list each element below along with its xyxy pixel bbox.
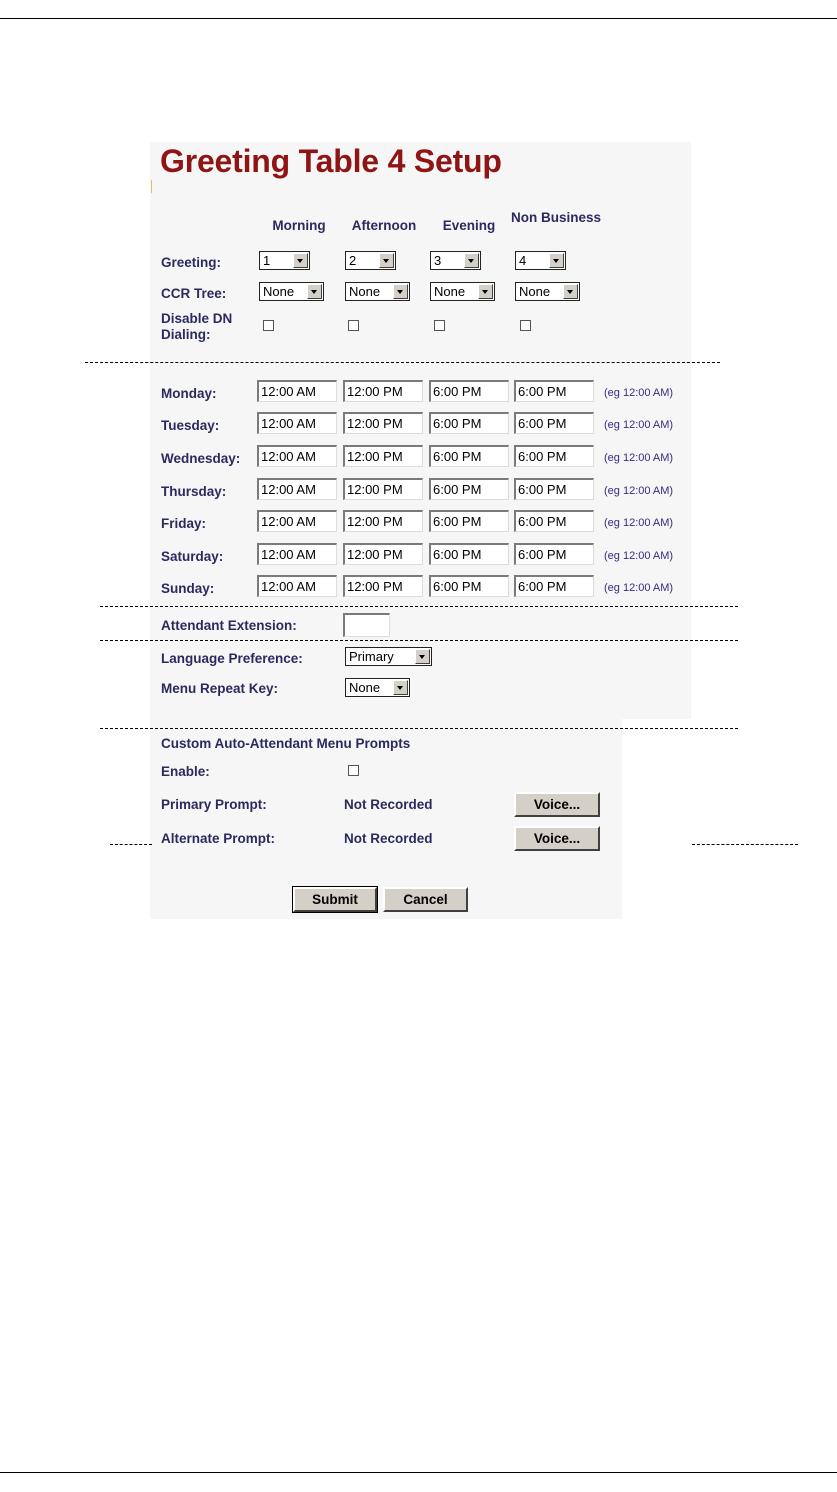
time-format-hint: (eg 12:00 AM) xyxy=(604,550,674,562)
divider-fragment-right xyxy=(692,844,798,845)
language-preference-label: Language Preference: xyxy=(161,651,303,666)
time-input-non-business[interactable]: 6:00 PM xyxy=(514,445,594,467)
alternate-prompt-label: Alternate Prompt: xyxy=(161,831,276,846)
time-input-non-business[interactable]: 6:00 PM xyxy=(514,510,594,532)
time-input-non-business[interactable]: 6:00 PM xyxy=(514,412,594,434)
greeting-label: Greeting: xyxy=(161,255,222,270)
day-label: Friday: xyxy=(161,516,207,531)
day-label: Monday: xyxy=(161,386,217,401)
divider-fragment-left xyxy=(110,844,152,845)
time-input-evening[interactable]: 6:00 PM xyxy=(429,543,509,565)
disable-dn-checkbox-evening[interactable] xyxy=(434,320,445,331)
day-label: Wednesday: xyxy=(161,451,241,466)
alternate-prompt-status: Not Recorded xyxy=(344,831,433,846)
ccr-tree-select-non-business[interactable] xyxy=(515,282,580,301)
time-input-morning[interactable]: 12:00 AM xyxy=(257,543,337,565)
page-bottom-rule xyxy=(0,1472,837,1473)
time-format-hint: (eg 12:00 AM) xyxy=(604,517,674,529)
attendant-extension-input[interactable] xyxy=(343,613,390,637)
greeting-select-value: 2 xyxy=(349,253,357,268)
column-header-evening: Evening xyxy=(442,218,496,233)
greeting-select-afternoon[interactable] xyxy=(345,251,396,270)
time-input-non-business[interactable]: 6:00 PM xyxy=(514,543,594,565)
attendant-extension-label: Attendant Extension: xyxy=(161,618,297,633)
time-input-evening[interactable]: 6:00 PM xyxy=(429,412,509,434)
time-input-morning[interactable]: 12:00 AM xyxy=(257,445,337,467)
language-preference-select[interactable] xyxy=(345,647,432,666)
primary-voice-button[interactable]: Voice... xyxy=(514,792,600,817)
chevron-down-icon xyxy=(563,284,578,299)
ccr-tree-label: CCR Tree: xyxy=(161,286,227,301)
time-format-hint: (eg 12:00 AM) xyxy=(604,452,674,464)
page-top-rule xyxy=(0,18,837,19)
time-format-hint: (eg 12:00 AM) xyxy=(604,387,674,399)
time-format-hint: (eg 12:00 AM) xyxy=(604,419,674,431)
time-input-non-business[interactable]: 6:00 PM xyxy=(514,575,594,597)
time-input-afternoon[interactable]: 12:00 PM xyxy=(343,575,423,597)
column-header-morning: Morning xyxy=(272,218,326,233)
time-format-hint: (eg 12:00 AM) xyxy=(604,485,674,497)
time-input-morning[interactable]: 12:00 AM xyxy=(257,478,337,500)
disable-dn-dialing-label: Disable DN Dialing: xyxy=(161,311,233,342)
chevron-down-icon xyxy=(307,284,322,299)
custom-prompts-heading: Custom Auto-Attendant Menu Prompts xyxy=(161,736,411,751)
section-divider xyxy=(100,606,738,607)
disable-dn-checkbox-afternoon[interactable] xyxy=(348,320,359,331)
primary-prompt-status: Not Recorded xyxy=(344,797,433,812)
enable-label: Enable: xyxy=(161,764,210,779)
greeting-select-morning[interactable] xyxy=(259,251,310,270)
chevron-down-icon xyxy=(393,680,408,695)
ccr-tree-select-value: None xyxy=(434,284,466,299)
time-input-afternoon[interactable]: 12:00 PM xyxy=(343,543,423,565)
ccr-tree-select-evening[interactable] xyxy=(430,282,495,301)
time-input-non-business[interactable]: 6:00 PM xyxy=(514,380,594,402)
time-input-evening[interactable]: 6:00 PM xyxy=(429,380,509,402)
chevron-down-icon xyxy=(379,253,394,268)
ccr-tree-select-morning[interactable] xyxy=(259,282,324,301)
chevron-down-icon xyxy=(464,253,479,268)
time-input-morning[interactable]: 12:00 AM xyxy=(257,510,337,532)
disable-dn-checkbox-morning[interactable] xyxy=(263,320,274,331)
ccr-tree-select-value: None xyxy=(263,284,295,299)
chevron-down-icon xyxy=(549,253,564,268)
time-input-morning[interactable]: 12:00 AM xyxy=(257,412,337,434)
day-label: Thursday: xyxy=(161,484,227,499)
submit-button[interactable]: Submit xyxy=(293,887,377,912)
chevron-down-icon xyxy=(478,284,493,299)
time-input-afternoon[interactable]: 12:00 PM xyxy=(343,380,423,402)
cancel-button[interactable]: Cancel xyxy=(383,887,468,912)
menu-repeat-key-label: Menu Repeat Key: xyxy=(161,681,279,696)
language-preference-value: Primary xyxy=(349,649,394,664)
time-input-evening[interactable]: 6:00 PM xyxy=(429,478,509,500)
section-divider xyxy=(100,640,738,641)
greeting-select-value: 1 xyxy=(263,253,271,268)
column-header-afternoon: Afternoon xyxy=(351,218,417,233)
time-input-evening[interactable]: 6:00 PM xyxy=(429,445,509,467)
greeting-select-evening[interactable] xyxy=(430,251,481,270)
day-label: Sunday: xyxy=(161,581,215,596)
ccr-tree-select-value: None xyxy=(349,284,381,299)
chevron-down-icon xyxy=(415,649,430,664)
greeting-select-value: 4 xyxy=(519,253,527,268)
enable-checkbox[interactable] xyxy=(348,765,359,776)
time-input-evening[interactable]: 6:00 PM xyxy=(429,575,509,597)
chevron-down-icon xyxy=(393,284,408,299)
time-format-hint: (eg 12:00 AM) xyxy=(604,582,674,594)
time-input-morning[interactable]: 12:00 AM xyxy=(257,575,337,597)
ccr-tree-select-afternoon[interactable] xyxy=(345,282,410,301)
title-edge-mark xyxy=(151,180,152,193)
day-label: Tuesday: xyxy=(161,418,220,433)
column-header-non-business: Non Business xyxy=(510,210,602,225)
time-input-non-business[interactable]: 6:00 PM xyxy=(514,478,594,500)
ccr-tree-select-value: None xyxy=(519,284,551,299)
menu-repeat-key-select[interactable] xyxy=(345,678,410,697)
time-input-evening[interactable]: 6:00 PM xyxy=(429,510,509,532)
menu-repeat-key-value: None xyxy=(349,680,381,695)
day-label: Saturday: xyxy=(161,549,224,564)
time-input-afternoon[interactable]: 12:00 PM xyxy=(343,445,423,467)
primary-prompt-label: Primary Prompt: xyxy=(161,797,267,812)
alternate-voice-button[interactable]: Voice... xyxy=(514,826,600,851)
time-input-afternoon[interactable]: 12:00 PM xyxy=(343,412,423,434)
page-title: Greeting Table 4 Setup xyxy=(160,143,502,179)
greeting-select-value: 3 xyxy=(434,253,442,268)
greeting-select-non-business[interactable] xyxy=(515,251,566,270)
chevron-down-icon xyxy=(293,253,308,268)
time-input-afternoon[interactable]: 12:00 PM xyxy=(343,510,423,532)
section-divider xyxy=(85,362,720,363)
time-input-morning[interactable]: 12:00 AM xyxy=(257,380,337,402)
time-input-afternoon[interactable]: 12:00 PM xyxy=(343,478,423,500)
section-divider xyxy=(100,728,738,729)
disable-dn-checkbox-non-business[interactable] xyxy=(520,320,531,331)
